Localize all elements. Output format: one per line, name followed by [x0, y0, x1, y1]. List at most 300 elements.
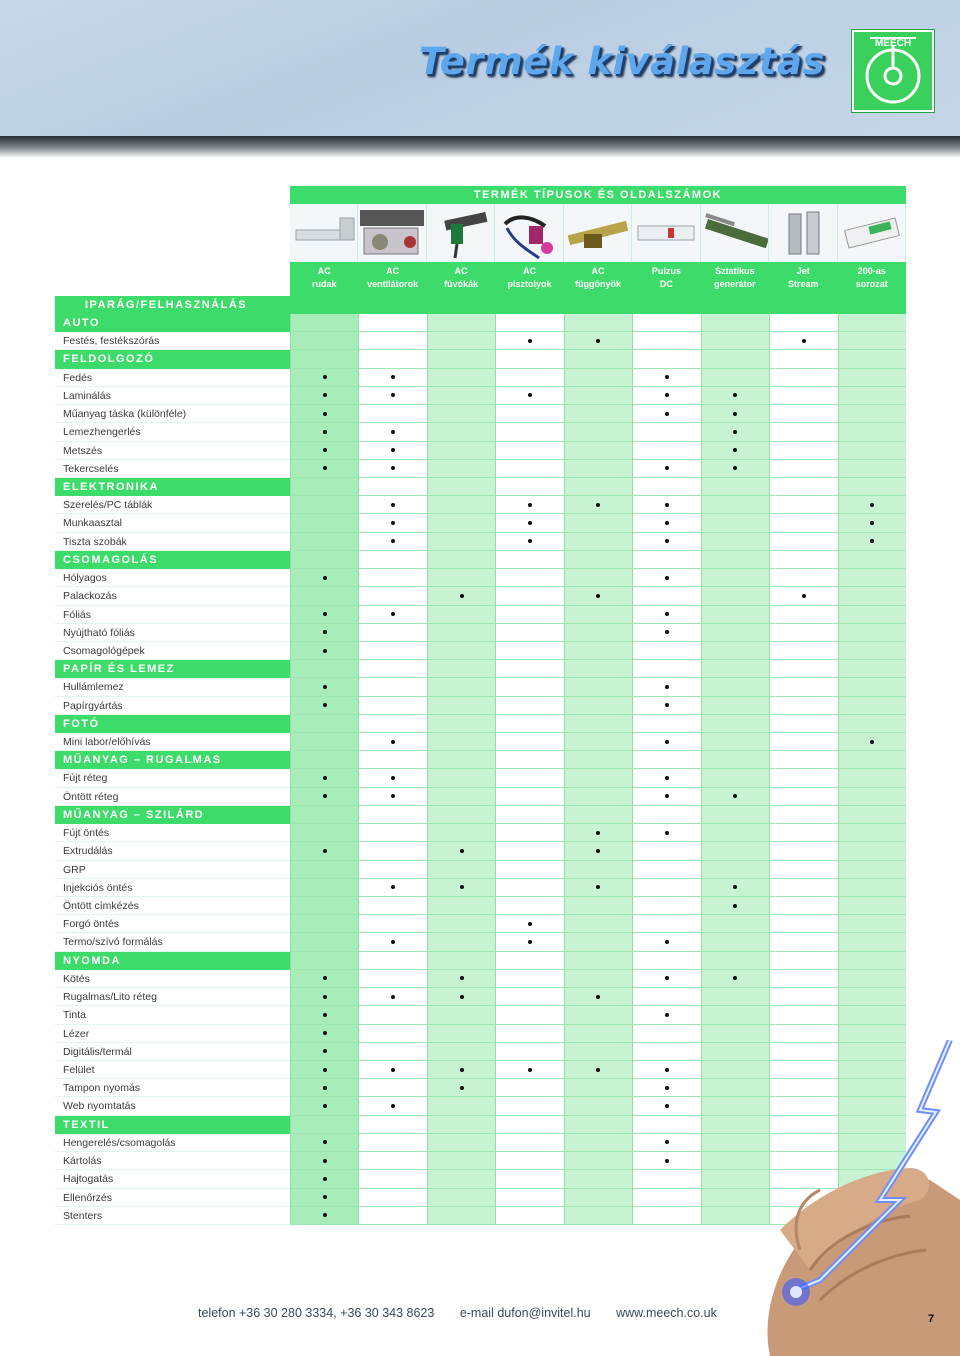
- table-cell: [495, 769, 563, 787]
- table-cell: [290, 423, 358, 441]
- table-cell: [358, 1097, 426, 1115]
- table-cell: [564, 405, 632, 423]
- table-cell: [838, 988, 906, 1006]
- product-label-line2: pisztolyok: [507, 279, 552, 289]
- table-cell: [495, 369, 563, 387]
- table-row: [55, 642, 906, 660]
- table-cell: [495, 478, 563, 496]
- table-cell: [427, 369, 495, 387]
- table-row: [55, 824, 906, 842]
- product-label: [358, 262, 426, 314]
- table-cell: [290, 1134, 358, 1152]
- table-row: [55, 533, 906, 551]
- table-cell: [290, 1170, 358, 1188]
- table-cell: [358, 606, 426, 624]
- table-cell: [290, 733, 358, 751]
- table-cell: [632, 933, 700, 951]
- table-cell: [427, 660, 495, 678]
- table-cell: [769, 715, 837, 733]
- table-cell: [769, 496, 837, 514]
- check-dot: [802, 339, 806, 343]
- table-cell: [632, 1116, 700, 1134]
- table-cell: [564, 678, 632, 696]
- check-dot: [665, 703, 669, 707]
- row-label: Web nyomtatás: [55, 1097, 290, 1115]
- table-cell: [701, 587, 769, 605]
- table-cell: [838, 897, 906, 915]
- table-cell: [701, 879, 769, 897]
- check-dot: [323, 1140, 327, 1144]
- check-dot: [323, 1195, 327, 1199]
- table-cell: [701, 369, 769, 387]
- table-cell: [564, 1189, 632, 1207]
- table-cell: [564, 988, 632, 1006]
- table-cell: [769, 988, 837, 1006]
- table-cell: [495, 1043, 563, 1061]
- table-cell: [701, 551, 769, 569]
- table-cell: [290, 988, 358, 1006]
- row-label: Felület: [55, 1061, 290, 1079]
- check-dot: [665, 539, 669, 543]
- check-dot: [733, 466, 737, 470]
- table-cell: [632, 769, 700, 787]
- table-cell: [290, 915, 358, 933]
- table-cell: [564, 879, 632, 897]
- table-cell: [358, 1079, 426, 1097]
- table-cell: [290, 1189, 358, 1207]
- table-cell: [290, 769, 358, 787]
- table-cell: [564, 624, 632, 642]
- product-label-line1: AC: [523, 266, 537, 276]
- table-row: [55, 733, 906, 751]
- table-cell: [701, 1006, 769, 1024]
- table-cell: [427, 624, 495, 642]
- table-cell: [701, 387, 769, 405]
- table-cell: [427, 1116, 495, 1134]
- table-cell: [564, 606, 632, 624]
- table-cell: [838, 460, 906, 478]
- table-cell: [495, 1170, 563, 1188]
- table-cell: [632, 1006, 700, 1024]
- table-cell: [495, 988, 563, 1006]
- check-dot: [323, 576, 327, 580]
- table-row: [55, 842, 906, 860]
- table-cell: [495, 405, 563, 423]
- row-label: Öntött réteg: [55, 788, 290, 806]
- table-cell: [495, 806, 563, 824]
- table-cell: [838, 332, 906, 350]
- table-cell: [564, 332, 632, 350]
- table-cell: [427, 842, 495, 860]
- table-cell: [838, 933, 906, 951]
- table-cell: [495, 788, 563, 806]
- section-label: NYOMDA: [55, 952, 290, 970]
- table-cell: [358, 551, 426, 569]
- table-cell: [290, 405, 358, 423]
- table-cell: [564, 697, 632, 715]
- row-label: Extrudálás: [55, 842, 290, 860]
- table-cell: [495, 715, 563, 733]
- table-cell: [427, 551, 495, 569]
- row-label: Fújt öntés: [55, 824, 290, 842]
- table-cell: [632, 533, 700, 551]
- table-cell: [769, 879, 837, 897]
- row-label: Palackozás: [55, 587, 290, 605]
- table-cell: [632, 897, 700, 915]
- check-dot: [665, 375, 669, 379]
- table-cell: [358, 970, 426, 988]
- table-cell: [495, 751, 563, 769]
- table-cell: [632, 569, 700, 587]
- section-row: [55, 350, 906, 368]
- table-cell: [701, 970, 769, 988]
- table-cell: [427, 988, 495, 1006]
- check-dot: [323, 1013, 327, 1017]
- row-label: Hullámlemez: [55, 678, 290, 696]
- table-cell: [358, 751, 426, 769]
- table-cell: [701, 697, 769, 715]
- check-dot: [323, 1068, 327, 1072]
- table-row: [55, 587, 906, 605]
- table-cell: [427, 460, 495, 478]
- product-label-line1: Pulzus: [651, 266, 681, 276]
- table-cell: [769, 387, 837, 405]
- product-label-line2: fúvókák: [444, 279, 479, 289]
- table-cell: [358, 624, 426, 642]
- check-dot: [323, 448, 327, 452]
- table-row: [55, 460, 906, 478]
- table-cell: [838, 970, 906, 988]
- table-cell: [838, 478, 906, 496]
- table-cell: [769, 350, 837, 368]
- row-label: Injekciós öntés: [55, 879, 290, 897]
- table-cell: [495, 897, 563, 915]
- table-cell: [632, 788, 700, 806]
- table-cell: [769, 678, 837, 696]
- product-label-line2: DC: [659, 279, 673, 289]
- check-dot: [460, 849, 464, 853]
- table-cell: [632, 1079, 700, 1097]
- table-cell: [564, 1025, 632, 1043]
- table-cell: [358, 1170, 426, 1188]
- table-row: [55, 879, 906, 897]
- table-cell: [495, 933, 563, 951]
- table-cell: [427, 1025, 495, 1043]
- row-label: Öntött címkézés: [55, 897, 290, 915]
- table-cell: [838, 733, 906, 751]
- table-row: [55, 369, 906, 387]
- product-label: [290, 262, 358, 314]
- table-cell: [769, 405, 837, 423]
- table-cell: [769, 897, 837, 915]
- row-label: Tinta: [55, 1006, 290, 1024]
- product-image-jet-stream: [769, 204, 837, 262]
- table-cell: [701, 715, 769, 733]
- table-cell: [290, 697, 358, 715]
- check-dot: [323, 649, 327, 653]
- row-label: Rugalmas/Lito réteg: [55, 988, 290, 1006]
- table-cell: [632, 460, 700, 478]
- table-cell: [632, 660, 700, 678]
- table-row: [55, 442, 906, 460]
- table-cell: [769, 824, 837, 842]
- table-cell: [495, 1116, 563, 1134]
- table-cell: [564, 369, 632, 387]
- table-cell: [427, 1207, 495, 1225]
- section-label: TEXTIL: [55, 1116, 290, 1134]
- table-cell: [769, 697, 837, 715]
- product-types-header: TERMÉK TÍPUSOK ÉS OLDALSZÁMOK: [290, 186, 906, 204]
- table-cell: [769, 624, 837, 642]
- table-cell: [427, 1043, 495, 1061]
- table-cell: [701, 478, 769, 496]
- table-cell: [564, 933, 632, 951]
- table-row: [55, 769, 906, 787]
- table-cell: [838, 624, 906, 642]
- table-cell: [290, 1207, 358, 1225]
- table-cell: [495, 1006, 563, 1024]
- table-cell: [769, 1006, 837, 1024]
- page-title: Termék kiválasztás: [418, 40, 825, 83]
- table-cell: [701, 806, 769, 824]
- table-cell: [769, 551, 837, 569]
- table-cell: [632, 861, 700, 879]
- table-cell: [358, 442, 426, 460]
- table-cell: [290, 514, 358, 532]
- table-cell: [701, 660, 769, 678]
- table-cell: [632, 915, 700, 933]
- table-cell: [701, 332, 769, 350]
- table-cell: [701, 861, 769, 879]
- table-cell: [495, 1134, 563, 1152]
- table-cell: [495, 1061, 563, 1079]
- product-label: [495, 262, 563, 314]
- table-cell: [838, 606, 906, 624]
- table-row: [55, 569, 906, 587]
- table-cell: [564, 1079, 632, 1097]
- table-cell: [290, 350, 358, 368]
- table-cell: [495, 442, 563, 460]
- product-label-line1: AC: [317, 266, 331, 276]
- check-dot: [391, 393, 395, 397]
- table-cell: [701, 350, 769, 368]
- table-cell: [358, 697, 426, 715]
- table-cell: [495, 970, 563, 988]
- table-cell: [564, 387, 632, 405]
- table-row: [55, 897, 906, 915]
- row-label: Metszés: [55, 442, 290, 460]
- product-label: [769, 262, 837, 314]
- table-cell: [564, 769, 632, 787]
- table-cell: [564, 1170, 632, 1188]
- row-label: Hólyagos: [55, 569, 290, 587]
- table-cell: [427, 423, 495, 441]
- table-cell: [838, 387, 906, 405]
- check-dot: [391, 539, 395, 543]
- table-cell: [632, 1170, 700, 1188]
- section-label: ELEKTRONIKA: [55, 478, 290, 496]
- table-cell: [427, 587, 495, 605]
- row-label: Műanyag táska (különféle): [55, 405, 290, 423]
- footer-website[interactable]: www.meech.co.uk: [616, 1306, 717, 1320]
- table-cell: [290, 314, 358, 332]
- table-cell: [701, 842, 769, 860]
- check-dot: [528, 393, 532, 397]
- table-cell: [495, 842, 563, 860]
- table-cell: [290, 806, 358, 824]
- check-dot: [391, 740, 395, 744]
- table-cell: [358, 952, 426, 970]
- check-dot: [665, 503, 669, 507]
- table-row: [55, 988, 906, 1006]
- section-row: [55, 715, 906, 733]
- table-cell: [495, 660, 563, 678]
- table-cell: [564, 660, 632, 678]
- table-cell: [495, 915, 563, 933]
- check-dot: [323, 630, 327, 634]
- product-image-ac-nozzles: [427, 204, 495, 262]
- section-row: [55, 478, 906, 496]
- product-label-line2: rudak: [311, 279, 337, 289]
- check-dot: [391, 521, 395, 525]
- table-cell: [632, 806, 700, 824]
- table-cell: [427, 478, 495, 496]
- product-label-line2: ventilátorok: [367, 279, 419, 289]
- row-label: Szerelés/PC táblák: [55, 496, 290, 514]
- table-cell: [427, 678, 495, 696]
- product-label-line1: Jet: [796, 266, 810, 276]
- table-cell: [769, 769, 837, 787]
- table-cell: [564, 1152, 632, 1170]
- check-dot: [323, 685, 327, 689]
- check-dot: [733, 904, 737, 908]
- check-dot: [391, 940, 395, 944]
- check-dot: [596, 885, 600, 889]
- table-cell: [838, 587, 906, 605]
- table-cell: [701, 442, 769, 460]
- table-cell: [769, 751, 837, 769]
- table-cell: [358, 824, 426, 842]
- check-dot: [665, 612, 669, 616]
- table-cell: [427, 751, 495, 769]
- table-cell: [632, 952, 700, 970]
- table-row: [55, 423, 906, 441]
- table-cell: [290, 1025, 358, 1043]
- table-cell: [495, 952, 563, 970]
- table-cell: [769, 332, 837, 350]
- table-cell: [632, 988, 700, 1006]
- check-dot: [665, 794, 669, 798]
- table-cell: [495, 861, 563, 879]
- table-cell: [290, 1006, 358, 1024]
- table-cell: [838, 442, 906, 460]
- table-cell: [495, 642, 563, 660]
- table-cell: [427, 569, 495, 587]
- check-dot: [460, 885, 464, 889]
- table-cell: [358, 405, 426, 423]
- table-cell: [769, 642, 837, 660]
- check-dot: [665, 466, 669, 470]
- table-cell: [769, 423, 837, 441]
- check-dot: [596, 339, 600, 343]
- product-label: [564, 262, 632, 314]
- table-cell: [358, 678, 426, 696]
- row-label: Termo/szívó formálás: [55, 933, 290, 951]
- check-dot: [323, 1031, 327, 1035]
- table-cell: [838, 514, 906, 532]
- table-cell: [358, 933, 426, 951]
- header-shadow: [0, 136, 960, 158]
- table-cell: [427, 715, 495, 733]
- check-dot: [323, 1177, 327, 1181]
- meech-logo: [852, 30, 934, 112]
- table-cell: [290, 551, 358, 569]
- table-cell: [769, 970, 837, 988]
- check-dot: [665, 1068, 669, 1072]
- table-cell: [358, 369, 426, 387]
- table-cell: [290, 678, 358, 696]
- check-dot: [870, 521, 874, 525]
- table-cell: [769, 314, 837, 332]
- table-cell: [358, 1006, 426, 1024]
- table-cell: [564, 1097, 632, 1115]
- check-dot: [391, 448, 395, 452]
- table-cell: [427, 897, 495, 915]
- table-cell: [769, 861, 837, 879]
- check-dot: [596, 849, 600, 853]
- table-cell: [564, 733, 632, 751]
- table-cell: [495, 697, 563, 715]
- footer-email[interactable]: e-mail dufon@invitel.hu: [459, 1306, 591, 1320]
- section-label: AUTO: [55, 314, 290, 332]
- table-cell: [632, 824, 700, 842]
- table-cell: [564, 1043, 632, 1061]
- section-label: MŰANYAG – RUGALMAS: [55, 751, 290, 769]
- table-cell: [632, 624, 700, 642]
- table-cell: [632, 496, 700, 514]
- table-cell: [632, 606, 700, 624]
- table-cell: [290, 642, 358, 660]
- table-cell: [632, 405, 700, 423]
- table-cell: [564, 533, 632, 551]
- check-dot: [596, 594, 600, 598]
- table-row: [55, 606, 906, 624]
- check-dot: [460, 976, 464, 980]
- check-dot: [665, 1086, 669, 1090]
- check-dot: [323, 1213, 327, 1217]
- table-cell: [495, 533, 563, 551]
- section-row: [55, 314, 906, 332]
- table-cell: [564, 915, 632, 933]
- table-row: [55, 678, 906, 696]
- check-dot: [323, 1104, 327, 1108]
- table-cell: [290, 952, 358, 970]
- check-dot: [323, 612, 327, 616]
- table-cell: [838, 769, 906, 787]
- row-label: Papírgyártás: [55, 697, 290, 715]
- table-cell: [701, 642, 769, 660]
- check-dot: [391, 885, 395, 889]
- check-dot: [665, 685, 669, 689]
- table-cell: [632, 551, 700, 569]
- table-cell: [769, 369, 837, 387]
- table-cell: [427, 332, 495, 350]
- table-cell: [495, 824, 563, 842]
- table-cell: [769, 842, 837, 860]
- table-cell: [427, 1097, 495, 1115]
- check-dot: [391, 995, 395, 999]
- table-cell: [290, 788, 358, 806]
